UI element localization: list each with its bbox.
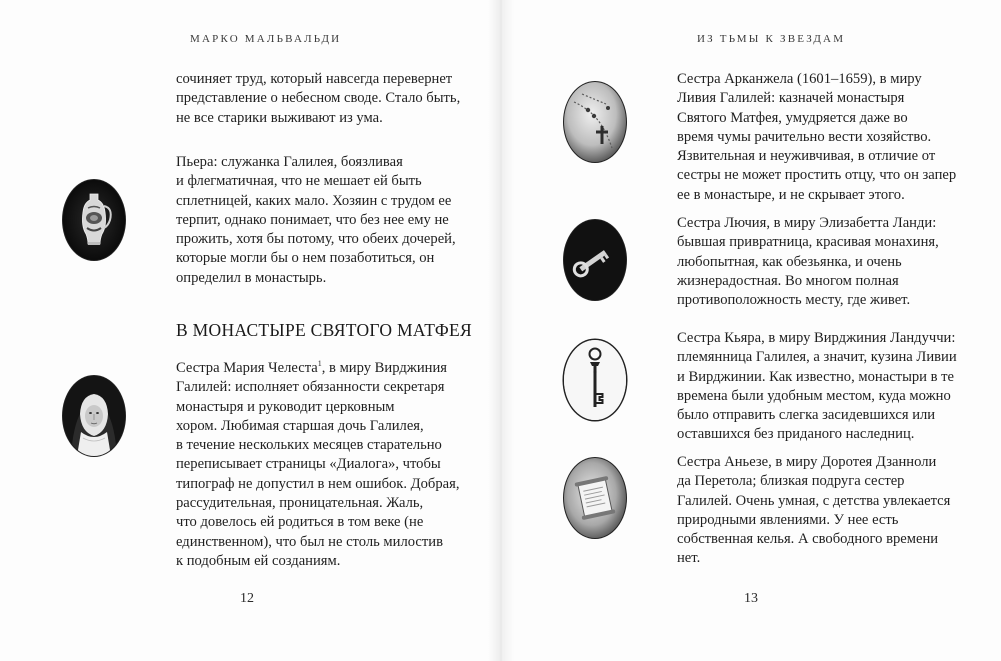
text-line: переписывает страницы «Диалога», чтобы bbox=[176, 456, 441, 473]
rosary-illustration bbox=[564, 82, 626, 162]
text-line: которые могли бы о нем позаботиться, он bbox=[176, 250, 435, 267]
scroll-icon bbox=[564, 458, 626, 538]
right-page-number: 13 bbox=[744, 591, 758, 606]
text-line bbox=[176, 359, 460, 378]
text-line: сплетницей, каких мало. Хозяин с трудом ее bbox=[176, 192, 452, 209]
text-line: прожить, хотя бы потому, что обеих дочерей, bbox=[176, 231, 456, 248]
text-line: оставшихся без приданого наследниц. bbox=[677, 426, 915, 443]
text-line: представление о небесном своде. Стало быть, bbox=[176, 90, 461, 107]
celeste-name-rest: , в миру Вирджиния bbox=[321, 360, 447, 376]
text-line: любопытная, как обезьянка, и очень bbox=[677, 253, 902, 270]
text-line: Сестра Кьяра, в миру Вирджиния Ландуччи: bbox=[677, 330, 956, 346]
text-line: времена были удобным местом, куда можно bbox=[677, 387, 951, 404]
text-line: Галилей. Очень умная, с детства увлекается bbox=[677, 492, 951, 509]
left-page-number: 12 bbox=[240, 591, 254, 606]
text-line: было отправить слегка засидевшихся или bbox=[677, 407, 936, 424]
right-page bbox=[501, 0, 1001, 661]
text-line: и флегматичная, что не мешает ей быть bbox=[176, 173, 422, 190]
text-line: племянница Галилея, а значит, кузина Ливии bbox=[677, 349, 957, 366]
text-line: нет. bbox=[677, 550, 701, 567]
jug-illustration bbox=[63, 180, 125, 260]
text-line: собственная келья. А свободного времени bbox=[677, 531, 939, 548]
text-line: сочиняет труд, который навсегда перевернет bbox=[176, 71, 453, 87]
text-line: типограф не допустил в нем ошибок. Добрая, bbox=[176, 475, 460, 492]
arcangela-paragraph bbox=[677, 70, 956, 205]
text-line: время чумы рачительно вести хозяйство. bbox=[677, 128, 932, 145]
small-key-icon bbox=[564, 220, 626, 300]
nun-portrait-illustration bbox=[63, 376, 125, 456]
text-line: хором. Любимая старшая дочь Галилея, bbox=[176, 417, 424, 434]
text-line: Ливия Галилей: казначей монастыря bbox=[677, 90, 905, 107]
small-key-illustration bbox=[564, 220, 626, 300]
text-line: в течение нескольких месяцев старательно bbox=[176, 437, 442, 454]
text-line: Язвительная и неуживчивая, в отличие от bbox=[677, 148, 936, 165]
intro-paragraph bbox=[176, 70, 460, 128]
text-line: что довелось ей родиться в том веке (не bbox=[176, 514, 424, 531]
text-line: ее в монастыре, и не скрывает этого. bbox=[677, 186, 905, 203]
text-line: терпит, однако понимает, что без нее ему не bbox=[176, 211, 449, 228]
jug-icon bbox=[63, 180, 125, 260]
section-heading: В МОНАСТЫРЕ СВЯТОГО МАТФЕЯ bbox=[176, 320, 472, 340]
text-line: Святого Матфея, умудряется даже во bbox=[677, 109, 908, 126]
text-line: определил в монастырь. bbox=[176, 269, 327, 286]
text-line: сестры не может простить отцу, что он запер bbox=[677, 167, 957, 184]
left-page bbox=[0, 0, 500, 661]
celeste-paragraph bbox=[176, 359, 460, 571]
text-line: природными явлениями. У нее есть bbox=[677, 511, 899, 528]
text-line: рассудительная, проницательная. Жаль, bbox=[176, 495, 424, 512]
chiara-paragraph bbox=[677, 329, 957, 445]
piera-paragraph bbox=[176, 153, 456, 288]
lucia-paragraph bbox=[677, 214, 939, 310]
text-line: жизнерадостная. Во многом полная bbox=[677, 272, 899, 289]
footnote-marker[interactable]: 1 bbox=[317, 359, 322, 369]
celeste-name: Сестра Мария Челеста bbox=[176, 360, 318, 376]
text-line: Сестра Арканжела (1601–1659), в миру bbox=[677, 71, 922, 87]
text-line: Сестра Лючия, в миру Элизабетта Ланди: bbox=[677, 215, 937, 231]
right-running-head: ИЗ ТЬМЫ К ЗВЕЗДАМ bbox=[697, 33, 846, 45]
text-line: бывшая привратница, красивая монахиня, bbox=[677, 234, 939, 251]
text-line: противоположность месту, где живет. bbox=[677, 292, 911, 309]
rosary-icon bbox=[564, 82, 626, 162]
nun-portrait-icon bbox=[63, 376, 125, 456]
ornate-key-illustration bbox=[564, 340, 626, 420]
left-running-head: МАРКО МАЛЬВАЛЬДИ bbox=[190, 33, 342, 45]
text-line: не все старики выживают из ума. bbox=[176, 109, 383, 126]
text-line: к подобным ей созданиям. bbox=[176, 552, 341, 569]
ornate-key-icon bbox=[564, 340, 626, 420]
text-line: да Перетола; близкая подруга сестер bbox=[677, 473, 905, 490]
text-line: Галилей: исполняет обязанности секретаря bbox=[176, 379, 445, 396]
text-line: Пьера: служанка Галилея, боязливая bbox=[176, 154, 403, 170]
text-line: и Вирджинии. Как известно, монастыри в те bbox=[677, 368, 955, 385]
agnese-paragraph bbox=[677, 453, 950, 569]
scroll-illustration bbox=[564, 458, 626, 538]
text-line: монастыря и руководит церковным bbox=[176, 398, 395, 415]
text-line: Сестра Аньезе, в миру Доротея Дзанноли bbox=[677, 454, 937, 470]
text-line: единственном), что был не столь милостив bbox=[176, 533, 443, 550]
